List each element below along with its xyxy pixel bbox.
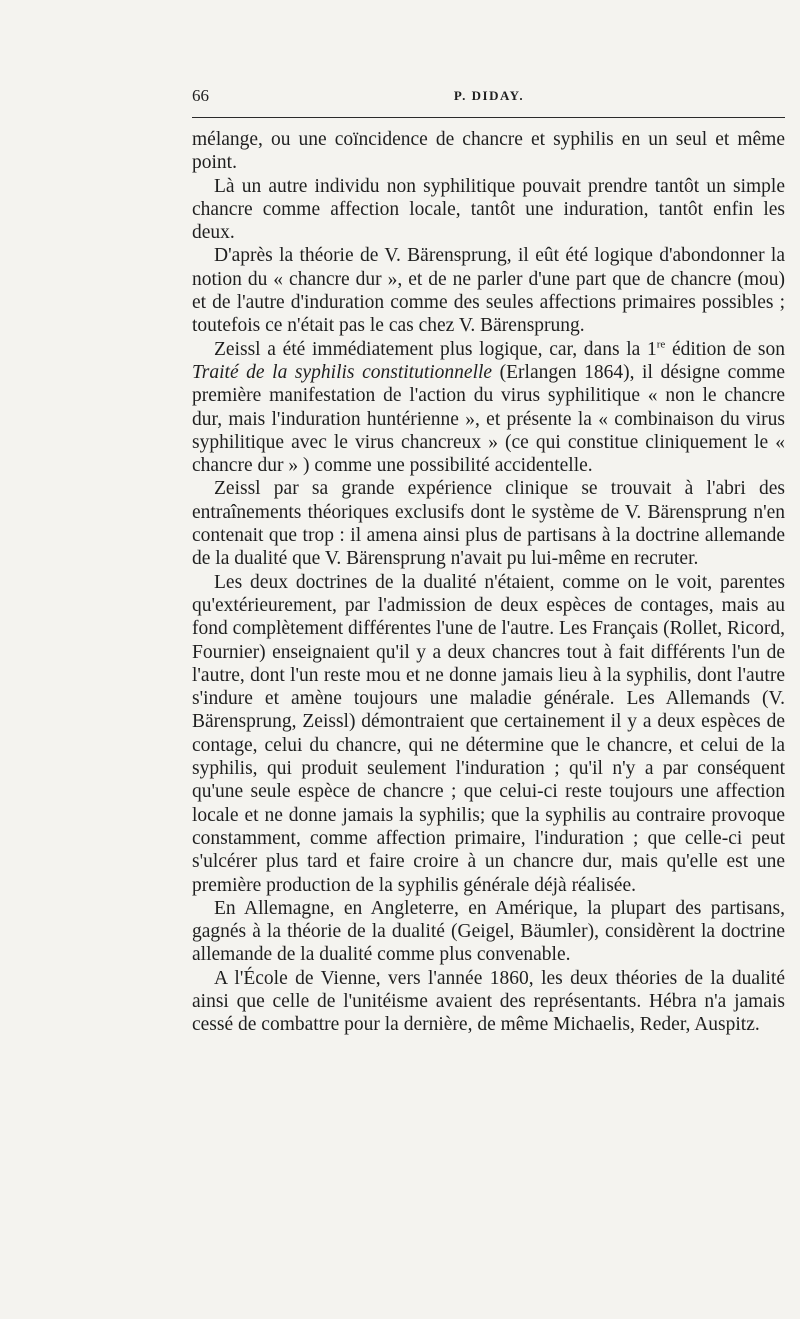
header-rule: [192, 117, 785, 118]
paragraph: Là un autre individu non syphilitique pouvait prendre tantôt un simple chancre comme affection locale, tantôt une induration, tantôt enfin les deux.: [192, 175, 785, 244]
paragraph: D'après la théorie de V. Bärensprung, il eût été logique d'abondonner la notion du « chancre dur », et de ne parler d'une part que de chancre (mou) et de l'autre d'induration comme des seules affections primaires possibles ; toutefois ce n'était pas le cas chez V. Bärensprung.: [192, 245, 785, 337]
text-run: édition de son: [665, 338, 785, 360]
paragraph: A l'École de Vienne, vers l'année 1860, les deux théories de la dualité ainsi que celle de l'unitéisme avaient des représentants. Hébra n'a jamais cessé de combattre pour la dernière, de même Michaelis, Reder, Auspitz.: [192, 967, 785, 1036]
paragraph-continuation: mélange, ou une coïncidence de chancre et syphilis en un seul et même point.: [192, 129, 785, 174]
book-title: Traité de la syphilis constitutionnelle: [192, 361, 493, 383]
paragraph: Zeissl par sa grande expérience clinique se trouvait à l'abri des entraînements théoriques exclusifs dont le système de V. Bärensprung n'en contenait que trop : il amena ainsi plus de partisans à la doctrine allemande de la dualité que V. Bärensprung n'avait pu lui-même en recruter.: [192, 478, 785, 570]
superscript: re: [656, 338, 666, 351]
text-run: Zeissl a été immédiatement plus logique, car, dans la 1: [214, 338, 657, 360]
paragraph-zeissl: [192, 338, 785, 478]
running-title: P. DIDAY.: [453, 88, 525, 103]
body-text: [192, 128, 785, 1037]
paragraph: En Allemagne, en Angleterre, en Amérique, la plupart des partisans, gagnés à la théorie de la dualité (Geigel, Bäumler), considèrent la doctrine allemande de la dualité comme plus convenable.: [192, 897, 785, 966]
page-number: 66: [192, 86, 209, 105]
text-run: (Erlangen 1864), il désigne comme première manifestation de l'action du virus syphilitique « non le chancre dur, mais l'induration huntérienne », et présente la « combinaison du virus syphilitique avec le virus chancreux » (ce qui constitue cliniquement le « chancre dur » ) comme une possibilité accidentelle.: [192, 361, 786, 477]
running-head: [190, 86, 788, 112]
paragraph: Les deux doctrines de la dualité n'étaient, comme on le voit, parentes qu'extérieurement, par l'admission de deux espèces de contages, mais au fond complètement différentes l'une de l'autre. Les Français (Rollet, Ricord, Fournier) enseignaient qu'il y a deux chancres tout à fait différents l'un de l'autre, dont l'un reste mou et ne donne jamais lieu à la syphilis, dont l'autre s'indure et amène toujours une maladie générale. Les Allemands (V. Bärensprung, Zeissl) démontraient que certainement il y a deux espèces de contage, celui du chancre, qui ne détermine que le chancre, et celui de la syphilis, qui produit seulement l'induration ; qu'il n'y a par conséquent qu'une seule espèce de chancre ; que celui-ci reste toujours une affection locale et ne donne jamais la syphilis; que la syphilis au contraire provoque constamment, comme affection primaire, l'induration ; que celle-ci peut s'ulcérer plus tard et faire croire à un chancre dur, mais qu'elle est une première production de la syphilis générale déjà réalisée.: [192, 571, 785, 896]
